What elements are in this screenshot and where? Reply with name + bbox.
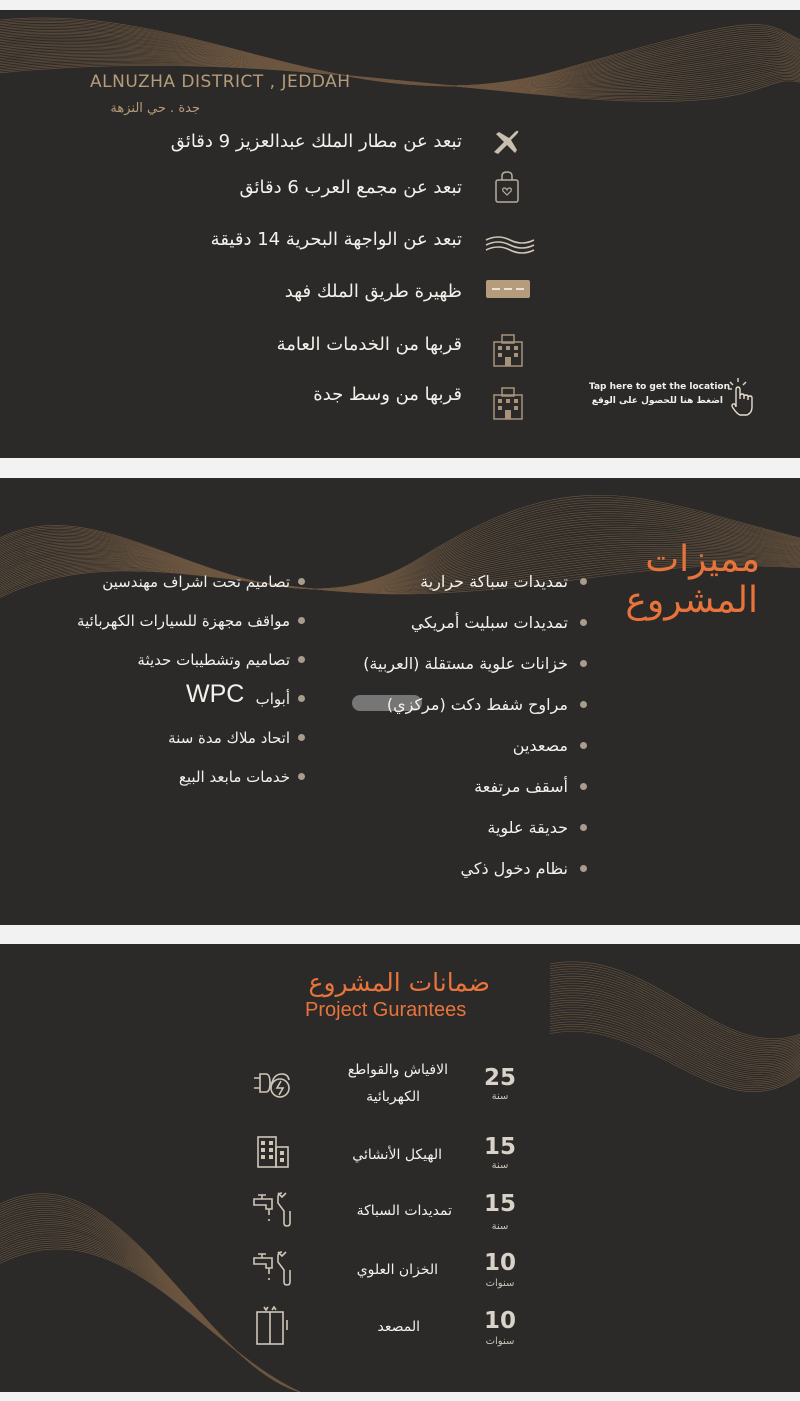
electric-plug-icon — [250, 1066, 292, 1106]
guarantee-unit: سنة — [491, 1221, 509, 1232]
feature-item: نظام دخول ذكي — [460, 859, 568, 878]
feature-item: أسقف مرتفعة — [474, 777, 568, 796]
guarantee-text: الهيكل الأنشائي — [352, 1147, 442, 1163]
features-title-line2: المشروع — [625, 580, 758, 621]
bullet — [298, 656, 305, 663]
guarantees-title-en: Project Gurantees — [305, 999, 467, 1021]
guarantee-years: 10 — [483, 1308, 516, 1334]
wave-line — [550, 967, 800, 1043]
wave-line — [550, 1017, 800, 1080]
tap-location-text-en: Tap here to get the location — [589, 382, 731, 392]
wave-line — [550, 995, 800, 1063]
feature-item: خزانات علوية مستقلة (العربية) — [363, 654, 568, 673]
wave-line — [550, 1019, 800, 1082]
wpc-label: WPC — [186, 680, 245, 708]
location-item: قربها من الخدمات العامة — [276, 334, 462, 355]
wave-line — [0, 1206, 300, 1392]
plumbing-icon — [252, 1189, 292, 1229]
feature-item: تصاميم تحت اشراف مهندسين — [102, 573, 290, 591]
guarantee-unit: سنوات — [485, 1278, 515, 1289]
tap-location-button[interactable] — [585, 375, 760, 421]
guarantee-text: الخزان العلوي — [356, 1262, 438, 1278]
wave-line — [0, 1212, 300, 1392]
road-icon — [486, 280, 530, 298]
guarantee-unit: سنوات — [485, 1336, 515, 1347]
guarantee-text: المصعد — [377, 1319, 420, 1335]
wave-line — [0, 1217, 300, 1392]
wave-line — [550, 1003, 800, 1070]
feature-item: خدمات مابعد البيع — [178, 768, 290, 786]
location-item: تبعد عن مجمع العرب 6 دقائق — [239, 177, 462, 198]
bullet — [298, 578, 305, 585]
feature-item: اتحاد ملاك مدة سنة — [168, 729, 290, 747]
wave-line — [550, 1012, 800, 1076]
guarantee-years: 10 — [483, 1250, 516, 1276]
feature-item: تصاميم وتشطيبات حديثة — [137, 651, 290, 669]
wave-line — [550, 962, 800, 1039]
wave-line — [550, 1007, 800, 1073]
shopping-bag-icon — [493, 170, 521, 204]
wave-line — [0, 1204, 300, 1392]
building-structure-icon — [256, 1135, 290, 1169]
wave-line — [550, 1027, 800, 1088]
feature-item: مراوح شفط دكت (مركزي) — [386, 695, 568, 714]
wave-line — [0, 1202, 300, 1392]
feature-item: حديقة علوية — [487, 818, 568, 837]
wave-line — [550, 991, 800, 1061]
guarantee-text: تمديدات السباكة — [356, 1203, 452, 1219]
wave-line — [550, 983, 800, 1054]
bullet — [580, 742, 587, 749]
wave-line — [550, 981, 800, 1053]
wave-line — [550, 1015, 800, 1079]
bullet — [298, 773, 305, 780]
location-panel — [0, 10, 800, 458]
wave-line — [550, 993, 800, 1062]
bullet — [298, 695, 305, 702]
wave-line — [550, 1024, 800, 1086]
plumbing-icon — [252, 1248, 292, 1288]
wave-line — [0, 1214, 300, 1392]
feature-item: مصعدين — [512, 736, 568, 755]
wave-line — [550, 974, 800, 1048]
bullet — [580, 783, 587, 790]
location-item: ظهيرة طريق الملك فهد — [284, 281, 462, 302]
features-title-line1: مميزات — [645, 539, 760, 580]
guarantee-text: الكهربائية — [366, 1089, 420, 1105]
wave-line — [550, 964, 800, 1040]
feature-item: تمديدات سباكة حرارية — [420, 572, 568, 591]
features-panel — [0, 478, 800, 925]
bullet — [580, 578, 587, 585]
bullet — [580, 824, 587, 831]
wave-line — [550, 976, 800, 1049]
location-item: تبعد عن الواجهة البحرية 14 دقيقة — [210, 229, 462, 250]
wave-line — [550, 1005, 800, 1071]
wave-line — [550, 971, 800, 1045]
wave-line — [550, 1022, 800, 1084]
wave-line — [0, 1208, 300, 1392]
wave-line — [550, 1010, 800, 1075]
wave-line — [550, 1000, 800, 1067]
location-item: قربها من وسط جدة — [313, 384, 462, 405]
wave-line — [550, 979, 800, 1052]
guarantees-title-ar: ضمانات المشروع — [308, 968, 490, 997]
bullet — [298, 617, 305, 624]
building-icon — [490, 332, 526, 368]
waves-icon — [484, 232, 536, 254]
building-icon — [490, 385, 526, 421]
elevator-icon — [253, 1306, 291, 1346]
district-title-ar: جدة . حي النزهة — [110, 101, 200, 116]
bullet — [580, 701, 587, 708]
wave-line — [550, 1031, 800, 1091]
bullet — [580, 619, 587, 626]
district-title-en: ALNUZHA DISTRICT , JEDDAH — [90, 72, 351, 92]
guarantee-unit: سنة — [491, 1091, 509, 1102]
wave-line — [550, 1029, 800, 1090]
bullet — [580, 865, 587, 872]
wave-line — [0, 1210, 300, 1392]
wave-line — [550, 986, 800, 1057]
feature-item: أبواب — [255, 690, 290, 708]
tap-location-text-ar: اضغط هنا للحصول على الوقع — [591, 396, 723, 406]
bullet — [298, 734, 305, 741]
feature-item: مواقف مجهزة للسيارات الكهربائية — [77, 612, 290, 630]
guarantee-years: 15 — [483, 1191, 516, 1217]
feature-item: تمديدات سبليت أمريكي — [410, 613, 568, 632]
airplane-icon — [490, 126, 522, 158]
tap-hand-icon — [727, 377, 757, 417]
guarantee-years: 25 — [483, 1065, 516, 1091]
wave-line — [550, 988, 800, 1058]
guarantees-panel — [0, 944, 800, 1392]
location-item: تبعد عن مطار الملك عبدالعزيز 9 دقائق — [170, 131, 462, 152]
wave-line — [550, 998, 800, 1066]
guarantee-text: الافياش والقواطع — [347, 1062, 448, 1078]
guarantee-unit: سنة — [491, 1160, 509, 1171]
wave-line — [550, 969, 800, 1044]
guarantee-years: 15 — [483, 1134, 516, 1160]
bullet — [580, 660, 587, 667]
